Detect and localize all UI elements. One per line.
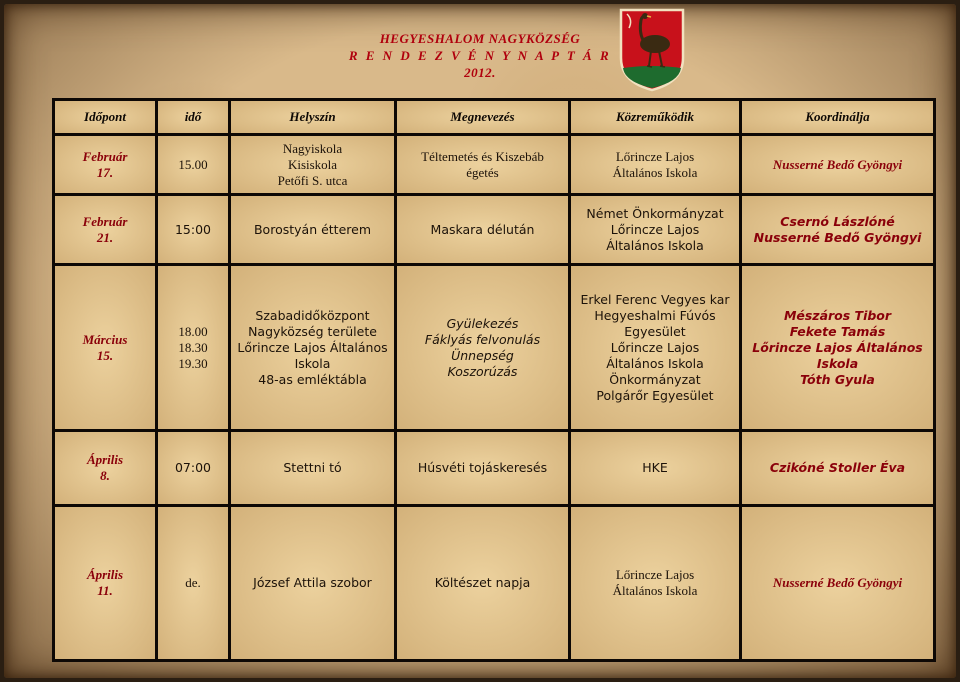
event-2-time: 15:00 [158,196,228,263]
col-header-partners: Közreműködik [571,101,739,133]
col-header-date: Időpont [55,101,155,133]
event-2-date: Február 21. [55,196,155,263]
col-header-time: idő [158,101,228,133]
col-header-place: Helyszín [231,101,394,133]
event-3-partners: Erkel Ferenc Vegyes kar Hegyeshalmi Fúvós Egyesület Lőrincze Lajos Általános Iskola Önkormányzat Polgárőr Egyesület [571,266,739,429]
event-4-date: Április 8. [55,432,155,504]
event-3-place: Szabadidőközpont Nagyközség területe Lőrincze Lajos Általános Iskola 48-as emléktábla [231,266,394,429]
page-header [0,30,960,81]
ostrich-crest-icon [617,6,687,92]
event-3-time: 18.00 18.30 19.30 [158,266,228,429]
event-1-date: Február 17. [55,136,155,193]
event-2-coordinator: Csernó Lászlóné Nusserné Bedő Gyöngyi [742,196,933,263]
event-2-name: Maskara délután [397,196,568,263]
event-4-place: Stettni tó [231,432,394,504]
events-table [52,98,936,662]
col-header-name: Megnevezés [397,101,568,133]
event-4-time: 07:00 [158,432,228,504]
event-5-coordinator: Nusserné Bedő Gyöngyi [742,507,933,659]
event-1-partners: Lőrincze Lajos Általános Iskola [571,136,739,193]
event-4-coordinator: Czikóné Stoller Éva [742,432,933,504]
event-3-name: Gyülekezés Fáklyás felvonulás Ünnepség Koszorúzás [397,266,568,429]
event-5-place: József Attila szobor [231,507,394,659]
event-1-place: Nagyiskola Kisiskola Petőfi S. utca [231,136,394,193]
header-year: 2012. [464,65,496,80]
header-title: HEGYESHALOM NAGYKÖZSÉG [379,31,581,46]
event-4-name: Húsvéti tojáskeresés [397,432,568,504]
event-3-date: Március 15. [55,266,155,429]
event-1-coordinator: Nusserné Bedő Gyöngyi [742,136,933,193]
event-2-place: Borostyán étterem [231,196,394,263]
col-header-coordinator: Koordinálja [742,101,933,133]
event-3-coordinator: Mészáros Tibor Fekete Tamás Lőrincze Lajos Általános Iskola Tóth Gyula [742,266,933,429]
event-1-name: Téltemetés és Kiszebáb égetés [397,136,568,193]
header-subtitle: R E N D E Z V É N Y N A P T Á R [348,48,612,63]
event-5-partners: Lőrincze Lajos Általános Iskola [571,507,739,659]
event-5-name: Költészet napja [397,507,568,659]
event-1-time: 15.00 [158,136,228,193]
event-5-time: de. [158,507,228,659]
event-2-partners: Német Önkormányzat Lőrincze Lajos Általános Iskola [571,196,739,263]
event-5-date: Április 11. [55,507,155,659]
event-4-partners: HKE [571,432,739,504]
